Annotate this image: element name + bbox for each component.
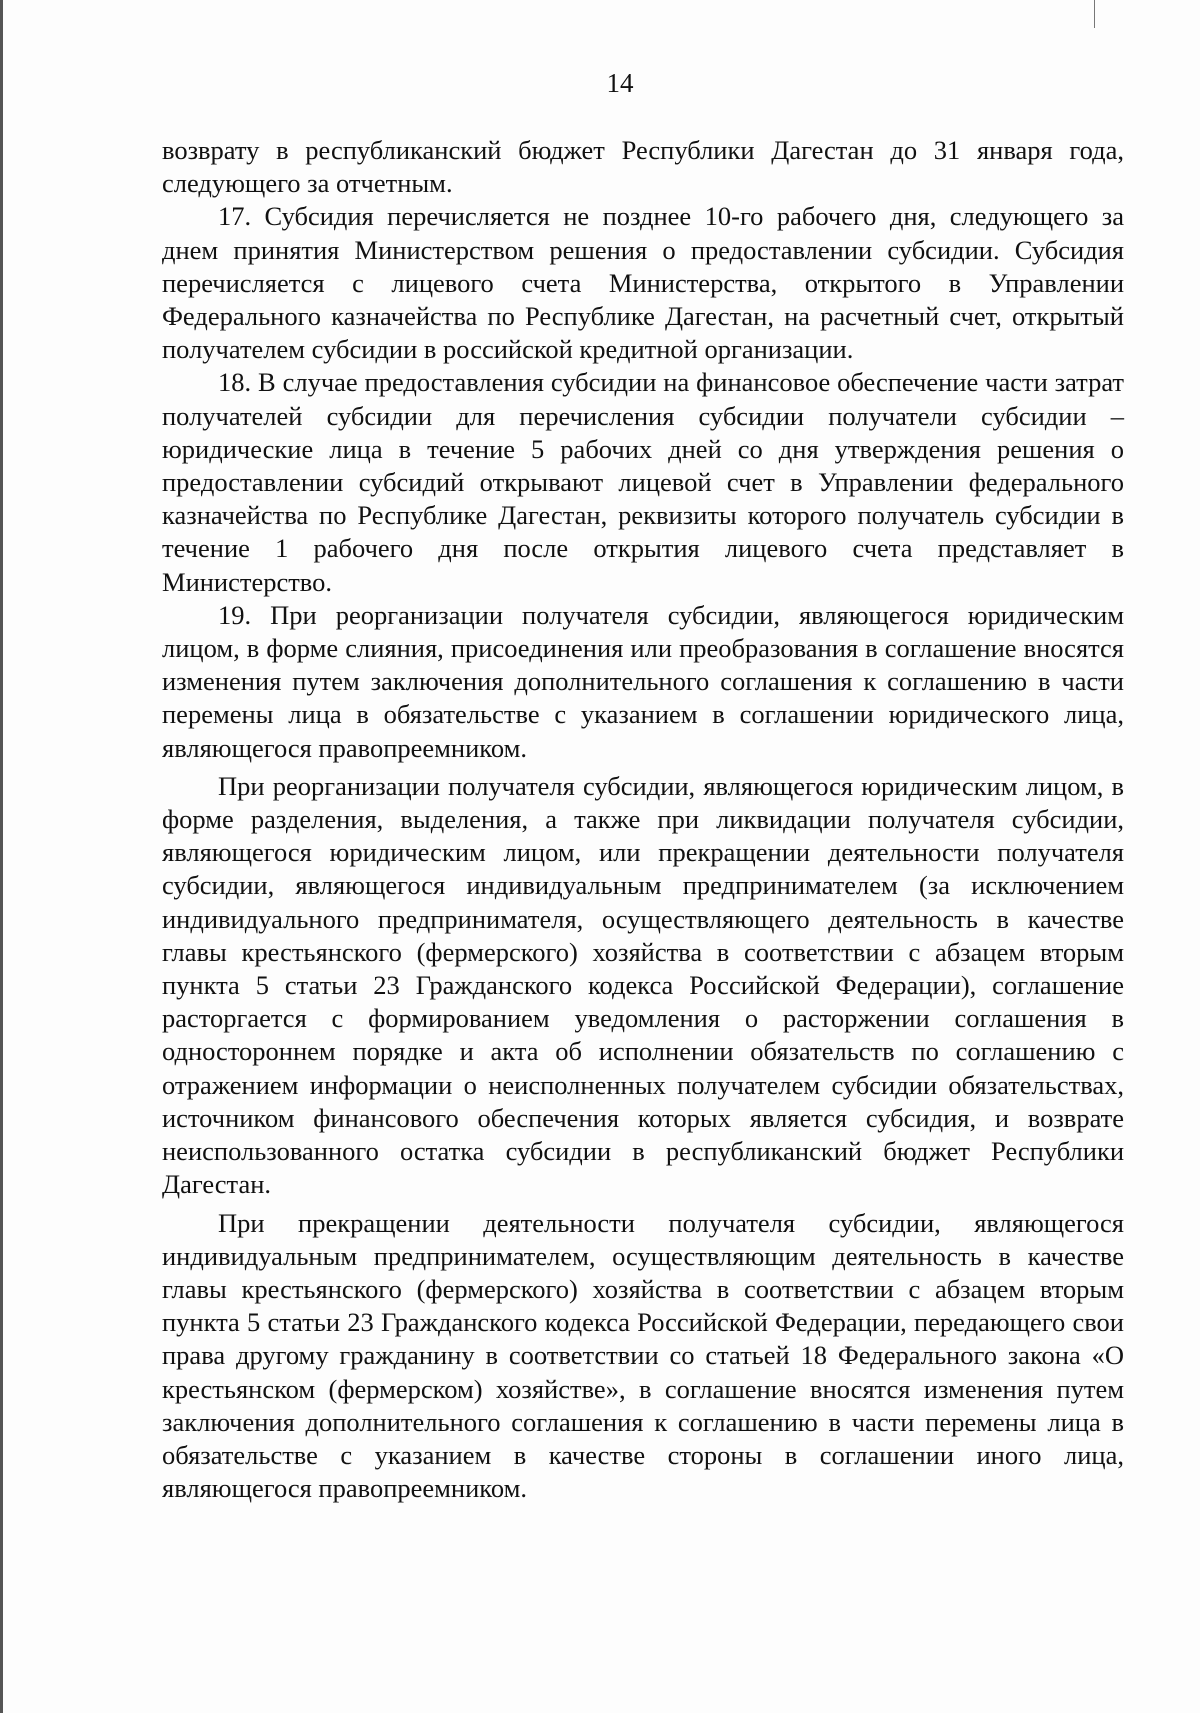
paragraph-farm-succession: При прекращении деятельности получателя субсидии, являющегося индивидуальным предпринимателем, осуществляющим деятельность в качестве главы крестьянского (фермерского) хозяйства в соответствии с абзацем вторым пункта 5 статьи 23 Гражданского кодекса Российской Федерации, передающего свои права другому гражданину в соответствии со статьей 18 Федерального закона «О крестьянском (фермерском) хозяйстве», в соглашение вносятся изменения путем заключения дополнительного соглашения к соглашению в части перемены лица в обязательстве с указанием в качестве стороны в соглашении иного лица, являющегося правопреемником. [162, 1207, 1124, 1504]
page-number: 14 [606, 68, 634, 98]
paragraph-return-deadline: возврату в республиканский бюджет Республики Дагестан до 31 января года, следующего за отчетным. [162, 135, 1124, 199]
paragraph-17-transfer: 17. Субсидия перечисляется не позднее 10-го рабочего дня, следующего за днем принятия Министерством решения о предоставлении субсидии. Субсидия перечисляется с лицевого счета Министерства, открытого в Управлении Федерального казначейства по Республике Дагестан, на расчетный счет, открытый получателем субсидии в российской кредитной организации. [162, 201, 1124, 365]
document-body [162, 134, 1124, 1505]
paragraph-termination: При реорганизации получателя субсидии, являющегося юридическим лицом, в форме разделения, выделения, а также при ликвидации получателя субсидии, являющегося юридическим лицом, или прекращении деятельности получателя субсидии, являющегося индивидуальным предпринимателем (за исключением индивидуального предпринимателя, осуществляющего деятельность в качестве главы крестьянского (фермерского) хозяйства в соответствии с абзацем вторым пункта 5 статьи 23 Гражданского кодекса Российской Федерации), соглашение расторгается с формированием уведомления о расторжении соглашения в одностороннем порядке и акта об исполнении обязательств по соглашению с отражением информации о неисполненных получателем субсидии обязательствах, источником финансового обеспечения которых является субсидия, и возврате неиспользованного остатка субсидии в республиканский бюджет Республики Дагестан. [162, 770, 1124, 1200]
paragraph-19-reorganization: 19. При реорганизации получателя субсидии, являющегося юридическим лицом, в форме слияния, присоединения или преобразования в соглашение вносятся изменения путем заключения дополнительного соглашения к соглашению в части перемены лица в обязательстве с указанием в соглашении юридического лица, являющегося правопреемником. [162, 599, 1124, 763]
scan-top-mark [1094, 0, 1095, 28]
scan-edge-line [0, 0, 3, 1713]
paragraph-18-account: 18. В случае предоставления субсидии на финансовое обеспечение части затрат получателей субсидии для перечисления субсидии получатели субсидии – юридические лица в течение 5 рабочих дней со дня утверждения решения о предоставлении субсидий открывают лицевой счет в Управлении федерального казначейства по Республике Дагестан, реквизиты которого получатель субсидии в течение 1 рабочего дня после открытия лицевого счета представляет в Министерство. [162, 367, 1124, 597]
